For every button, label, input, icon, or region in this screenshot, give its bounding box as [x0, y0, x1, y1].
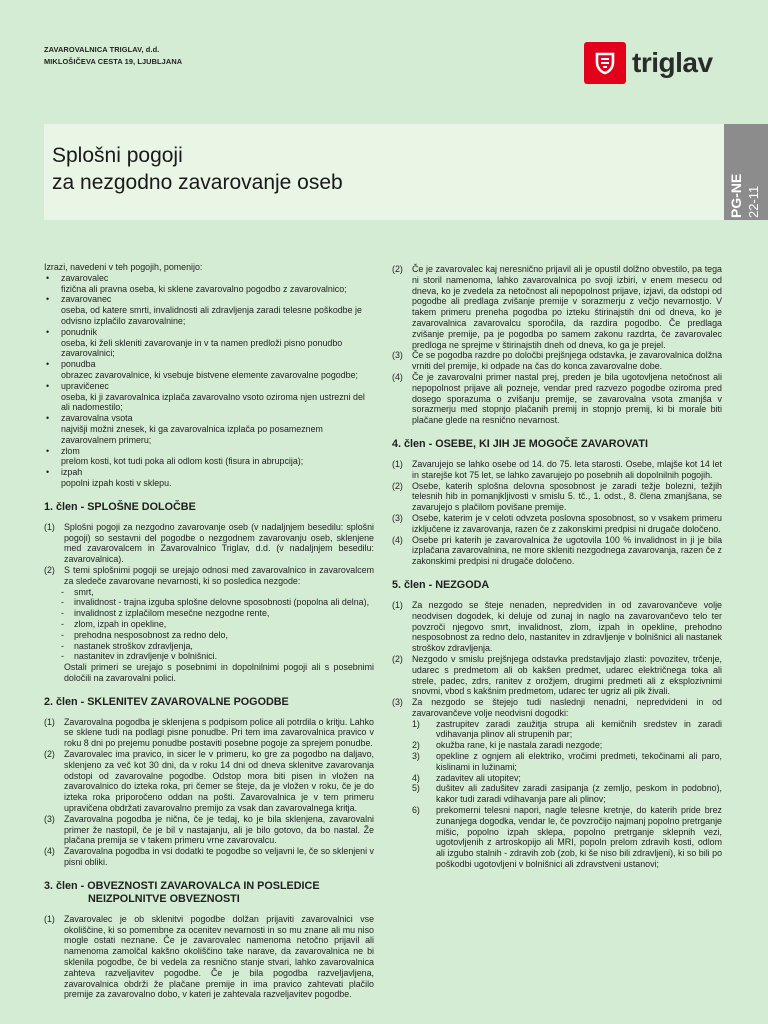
paragraph: (2) Nezgodo v smislu prejšnjega odstavka predstavljajo zlasti: povozitev, trčenje, udarec s predmetom ali ob kakšen predmet, udarec električnega toka ali strele, padec, zdrs, ranitev z orožjem, drugimi predmeti ali z eksplozivnimi snovmi, vbod s kakšnim predmetom, udarec ter ugriz ali pik živali.: [392, 653, 722, 697]
title-band: [44, 124, 744, 220]
paragraph: [44, 522, 374, 565]
right-column: [392, 264, 722, 870]
term: • ponudnik: [44, 327, 374, 338]
paragraph: (2) Zavarovalec ima pravico, in sicer le v primeru, ko gre za pogodbo na daljavo, sklenjeno za več kot 30 dni, da v roku 14 dni od dneva sklenitve zavarovanja odstopi od zavarovalne pogodbe. Odstop mora biti pisen in vložen na zavarovalnico do izteka roka, pri čemer se šteje, da je vložen v roku, če je do izteka roka priporočeno oddan na pošti. Zavarovalnica je v tem primeru upravičena obdržati zavarovalno premijo za vsak dan zavarovalnega kritja.: [44, 749, 374, 814]
list-item: 2) okužba rane, ki je nastala zaradi nezgode;: [412, 740, 603, 751]
term: • zavarovanec: [44, 294, 374, 305]
section-heading-2: 2. člen - SKLENITEV ZAVAROVALNE POGODBE: [44, 695, 289, 708]
paragraph: (4) Če je zavarovalni primer nastal prej, preden je bila ugotovljena netočnost ali nepopolnost prijave ali pozneje, vendar pred razvezo pogodbe oziroma pred dosego sporazuma o zvišanju premije, se zavarovalna vsota zmanjša v sorazmerju med stopnjo plačanih premij in stopnjo premij, ki bi morale biti plačane glede na resnično nevarnost.: [392, 371, 722, 426]
term: • upravičenec: [44, 381, 374, 392]
paragraph: (4) Osebe pri katerih je zavarovalnica že ugotovila 100 % invalidnost in ji je bila izplačana zavarovalnina, ne more skleniti nezgodnega zavarovanja, razen če z zakonskimi predpisi ni drugače določeno.: [392, 534, 722, 567]
section-heading-5: 5. člen - NEZGODA: [392, 578, 490, 591]
section-heading-3-line-2: NEIZPOLNITVE OBVEZNOSTI: [88, 892, 240, 905]
section-heading-3: [44, 880, 374, 906]
paragraph: (1) Zavarovalna pogodba je sklenjena s podpisom police ali potrdila o kritju. Lahko se sklene tudi na podlagi pisne ponudbe. Pri tem ima zavarovalnica pravico v roku 8 dni po prejemu ponudbe postaviti posebne pogoje za sprejem ponudbe.: [44, 716, 374, 749]
risk-item: - zlom, izpah in opekline,: [61, 618, 167, 629]
paragraph: (1) Zavarujejo se lahko osebe od 14. do 75. leta starosti. Osebe, mlajše kot 14 let in starejše kot 75 let, se lahko zavarujejo po posebnih ali dopolnilnih pogojih.: [392, 458, 722, 480]
paragraph: [44, 565, 374, 587]
document-code-tab: [724, 124, 768, 220]
risk-item: - invalidnost - trajna izguba splošne delovne sposobnosti (popolna ali delna),: [61, 597, 370, 608]
list-item: 3) opekline z ognjem ali elektriko, vročimi predmeti, tekočinami ali paro, kislinami in lužinami;: [412, 751, 722, 772]
term-definition: oseba, od katere smrti, invalidnosti ali zdravljenja zaradi telesne poškodbe je odvisno izplačilo zavarovalnine;: [61, 305, 362, 326]
term: • izpah: [44, 467, 374, 478]
term-definition: popolni izpah kosti v sklepu.: [61, 477, 172, 488]
term-definition: fizična ali pravna oseba, ki sklene zavarovalno pogodbo z zavarovalnico;: [61, 283, 347, 294]
term-definition: oseba, ki ji zavarovalnica izplača zavarovalno vsoto oziroma njen ustrezni del ali nadomestilo;: [61, 391, 365, 413]
document-title: [52, 142, 343, 196]
paragraph: (1) Za nezgodo se šteje nenaden, nepredviden in od zavarovančeve volje neodvisen dogodek, ki deluje od zunaj in naglo na zavarovančevo telo ter povzroči njegovo smrt, invalidnost, zlom, izpah in opekline, prehodno nesposobnost za redno delo, nastanitev in zdravljenje v bolnišnici ali nastanek stroškov zdravljenja.: [392, 599, 722, 654]
risk-item: - nastanitev in zdravljenje v bolnišnici.: [61, 651, 218, 662]
paragraph: (2) Če je zavarovalec kaj neresnično prijavil ali je opustil dolžno obvestilo, pa tega ni storil namenoma, lahko zavarovalnica po svoji izbiri, v enem mesecu od dneva, ko je zvedela za netočnost ali nepopolnost prijave, izjavi, da odstopi od pogodbe ali predlaga zvišanje premije v sorazmerju z večjo nevarnostjo. V takem primeru preneha pogodba po izteku štirinajstih dni od dneva, ko je zavarovalnica zavarovalcu sporočila, da razdira pogodbo. Če predlaga zvišanje premije, pa je pogodba po samem zakonu razdrta, če zavarovalec predloga ne sprejme v štirinajstih dneh od dneva, ko ga je prejel.: [392, 264, 722, 350]
logo-wordmark: triglav: [632, 47, 713, 78]
company-street: MIKLOŠIČEVA CESTA 19, LJUBLJANA: [44, 57, 183, 66]
section-heading-3-line-1: 3. člen - OBVEZNOSTI ZAVAROVALCA IN POSLEDICE: [44, 879, 320, 892]
term: • zavarovalna vsota: [44, 413, 374, 424]
paragraph: (3) Če se pogodba razdre po določbi prejšnjega odstavka, je zavarovalnica dolžna vrniti del premije, ki odpade na čas do konca zavarovalne dobe.: [392, 350, 722, 372]
triglav-logo: [584, 42, 713, 84]
left-column: [44, 262, 374, 1000]
list-item: 6) prekomerni telesni napori, nagle telesne kretnje, do katerih pride brez zunanjega dogodka, vendar le, če povzročijo najmanj popolno pretrganje mišic, popolno izpah sklepa, popolno pretrganje sklepnih vezi, ugotovljenih z artroskopijo ali MRI, popoln prelom zdravih kosti, odlom ali izgubo stalnih - zdravih zob (zob, ki še niso bili zdravljeni), ki so bili po poškodbi ugotovljeni v bolnišnici ali zdravstveni ustanovi;: [412, 805, 722, 870]
list-item: 1) zastrupitev zaradi zaužitja strupa ali kemičnih sredstev in zaradi vdihavanja plinov ali strupenih par;: [412, 718, 722, 740]
term: • zavarovalec: [44, 273, 374, 284]
title-line-1: Splošni pogoji: [52, 144, 183, 167]
term: • ponudba: [44, 359, 374, 370]
company-name: ZAVAROVALNICA TRIGLAV, d.d.: [44, 45, 160, 54]
company-address: [44, 44, 182, 68]
paragraph-number: (1): [44, 521, 55, 532]
intro-lead: Izrazi, navedeni v teh pogojih, pomenijo:: [44, 262, 203, 272]
triglav-logo-mark-icon: [584, 42, 626, 84]
paragraph-tail: Ostali primeri se urejajo s posebnimi in dopolnilnimi pogoji ali s posebnimi določili na zavarovalni polici.: [64, 662, 374, 683]
paragraph: (3) Osebe, katerim je v celoti odvzeta poslovna sposobnost, so v vsakem primeru izključene iz zavarovanja, razen če z zakonskimi predpisi ni drugače določeno.: [392, 512, 722, 534]
document-code: PG-NE: [728, 173, 744, 218]
title-line-2: za nezgodno zavarovanje oseb: [52, 171, 343, 194]
risk-item: - nastanek stroškov zdravljenja,: [61, 640, 193, 651]
section-heading-4: 4. člen - OSEBE, KI JIH JE MOGOČE ZAVAROVATI: [392, 437, 648, 450]
term-definition: prelom kosti, kot tudi poka ali odlom kosti (fisura in abrupcija);: [61, 456, 304, 467]
paragraph: (3) Zavarovalna pogodba je nična, če je tedaj, ko je bila sklenjena, zavarovalni primer že nastopil, če je bil v nastajanju, ali je bilo gotovo, da bo nastal. Že plačana premija se v takem primeru vrne zavarovalcu.: [44, 813, 374, 846]
paragraph: (2) Osebe, katerih splošna delovna sposobnost je zaradi težje bolezni, težjih telesnih hib in pomanjkljivosti v smislu 5. tč., 1. odst., 8. člena zmanjšana, se zavarujejo s plačilom povišane premije.: [392, 480, 722, 513]
risk-item: - prehodna nesposobnost za redno delo,: [61, 629, 228, 640]
document-version: 22-11: [746, 185, 761, 218]
section-heading-1: 1. člen - SPLOŠNE DOLOČBE: [44, 500, 196, 513]
paragraph-text: S temi splošnimi pogoji se urejajo odnosi med zavarovalnico in zavarovalcem za sledeče zavarovane nevarnosti, ki so posledica nezgode:: [64, 564, 374, 586]
paragraph: (3) Za nezgodo se štejejo tudi naslednji nenadni, nepredvideni in od zavarovančeve volje neodvisni dogodki:: [392, 697, 722, 718]
term-definition: obrazec zavarovalnice, ki vsebuje bistvene elemente zavarovalne pogodbe;: [61, 369, 359, 380]
paragraph-number: (2): [44, 564, 55, 575]
paragraph: (4) Zavarovalna pogodba in vsi dodatki te pogodbe so veljavni le, če so sklenjeni v pisni obliki.: [44, 846, 374, 868]
term-definition: oseba, ki želi skleniti zavarovanje in v ta namen predloži pisno ponudbo zavarovalnici;: [61, 337, 343, 359]
risk-item: - invalidnost z izplačilom mesečne nezgodne rente,: [61, 608, 270, 619]
paragraph-text: Splošni pogoji za nezgodno zavarovanje oseb (v nadaljnjem besedilu: splošni pogoji) so sestavni del pogodbe o nezgodnem zavarovanju oseb, sklenjene med zavarovalcem in Zavarovalnico Triglav, d.d. (v nadaljnjem besedilu: zavarovalnica).: [64, 521, 374, 565]
risk-item: - smrt,: [61, 586, 94, 597]
list-item: 5) dušitev ali zadušitev zaradi zasipanja (z zemljo, peskom in podobno), kakor tudi zaradi vdihavanja pare ali plinov;: [412, 783, 722, 805]
list-item: 4) zadavitev ali utopitev;: [412, 772, 521, 783]
term-definition: najvišji možni znesek, ki ga zavarovalnica izplača po posameznem zavarovalnem primeru;: [61, 423, 323, 445]
paragraph: (1) Zavarovalec je ob sklenitvi pogodbe dolžan prijaviti zavarovalnici vse okoliščine, ki so pomembne za ocenitev nevarnosti in so mu znane ali mu niso mogle ostati neznane. Če je zavarovalec namenoma netočno prijavil ali namenoma zamolčal kakšno okoliščino take narave, da zavarovalnica ne bi sklenila pogodbe, če bi vedela za resnično stanje stvari, lahko zavarovalnica zahteva razveljavitev pogodbe. Če je bila pogodba razveljavljena, zavarovalnica obdrži že plačane premije in ima pravico zahtevati plačilo premije za zavarovalno dobo, v kateri je zahtevala razveljavitev pogodbe.: [44, 913, 374, 1000]
term: • zlom: [44, 446, 374, 457]
